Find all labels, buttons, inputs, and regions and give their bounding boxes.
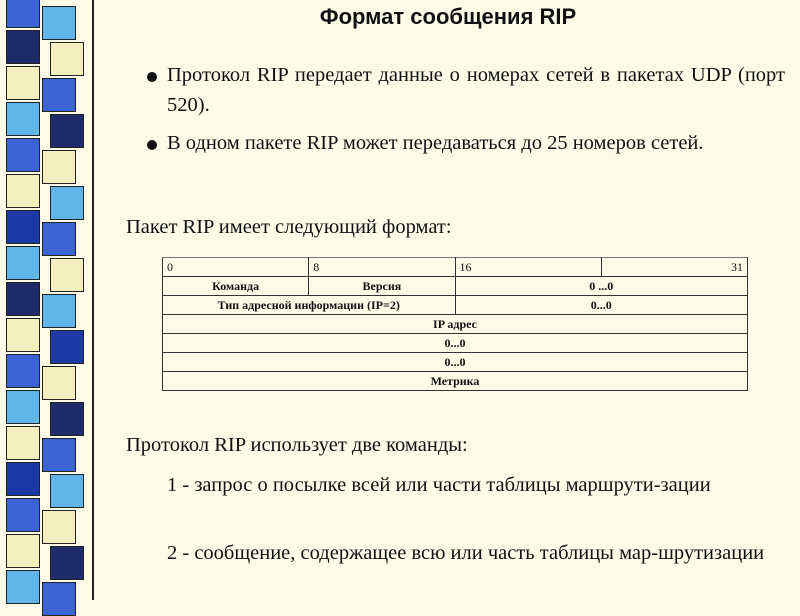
format-intro: Пакет RIP имеет следующий формат: (126, 216, 452, 238)
decorative-square (42, 294, 76, 328)
rip-packet-format-table (162, 257, 748, 391)
decorative-square (6, 426, 40, 460)
decorative-square (6, 174, 40, 208)
decorative-square (50, 330, 84, 364)
command-item: 1 - запрос о посылке всей или части таблицы маршрути-зации (167, 474, 711, 496)
decorative-square (42, 150, 76, 184)
decorative-square (42, 582, 76, 616)
table-row (163, 334, 748, 353)
decorative-square (6, 246, 40, 280)
bit-label: 8 (309, 258, 455, 277)
bullet-list (145, 60, 785, 166)
decorative-square (6, 354, 40, 388)
decorative-square (6, 138, 40, 172)
decorative-square (50, 258, 84, 292)
bit-label: 16 (455, 258, 601, 277)
slide-title: Формат сообщения RIP (319, 4, 577, 29)
decorative-square (6, 210, 40, 244)
decorative-square (6, 390, 40, 424)
sidebar-divider (92, 0, 94, 600)
bullet-dot-icon (147, 140, 157, 150)
decorative-square (50, 402, 84, 436)
field-metric: Метрика (163, 372, 748, 391)
decorative-square (6, 102, 40, 136)
decorative-square (42, 78, 76, 112)
decorative-square (50, 42, 84, 76)
commands-intro: Протокол RIP использует две команды: (126, 434, 468, 456)
decorative-square (50, 546, 84, 580)
decorative-sidebar (0, 0, 96, 600)
decorative-square (6, 498, 40, 532)
bullet-dot-icon (147, 72, 157, 82)
decorative-square (42, 510, 76, 544)
decorative-square (50, 114, 84, 148)
bit-label: 0 (163, 258, 309, 277)
table-row (163, 372, 748, 391)
decorative-square (6, 570, 40, 604)
decorative-square (6, 30, 40, 64)
table-row (163, 353, 748, 372)
decorative-square (6, 0, 40, 28)
field-ip-address: IP адрес (163, 315, 748, 334)
bullet-text: Протокол RIP передает данные о номерах сетей в пакетах UDP (порт 520). (167, 64, 785, 116)
decorative-square (6, 318, 40, 352)
bullet-item (145, 128, 785, 158)
decorative-square (42, 366, 76, 400)
field-zeros: 0...0 (163, 353, 748, 372)
field-command: Команда (163, 277, 309, 296)
field-address-type: Тип адресной информации (IP=2) (163, 296, 456, 315)
bullet-item (145, 60, 785, 120)
bullet-text: В одном пакете RIP может передаваться до 25 номеров сетей. (167, 132, 704, 154)
field-zeros: 0 ...0 (455, 277, 748, 296)
decorative-square (42, 6, 76, 40)
field-zeros: 0...0 (163, 334, 748, 353)
decorative-square (6, 66, 40, 100)
decorative-square (42, 222, 76, 256)
decorative-square (6, 462, 40, 496)
bit-positions-row (163, 258, 748, 277)
table-row (163, 315, 748, 334)
field-version: Версия (309, 277, 455, 296)
decorative-square (50, 186, 84, 220)
decorative-square (6, 282, 40, 316)
decorative-square (42, 438, 76, 472)
decorative-square (50, 474, 84, 508)
bit-label: 31 (601, 258, 747, 277)
command-item: 2 - сообщение, содержащее всю или часть таблицы мар-шрутизации (167, 542, 765, 564)
table-row (163, 277, 748, 296)
decorative-square (6, 534, 40, 568)
table-row (163, 296, 748, 315)
field-zeros: 0...0 (455, 296, 748, 315)
